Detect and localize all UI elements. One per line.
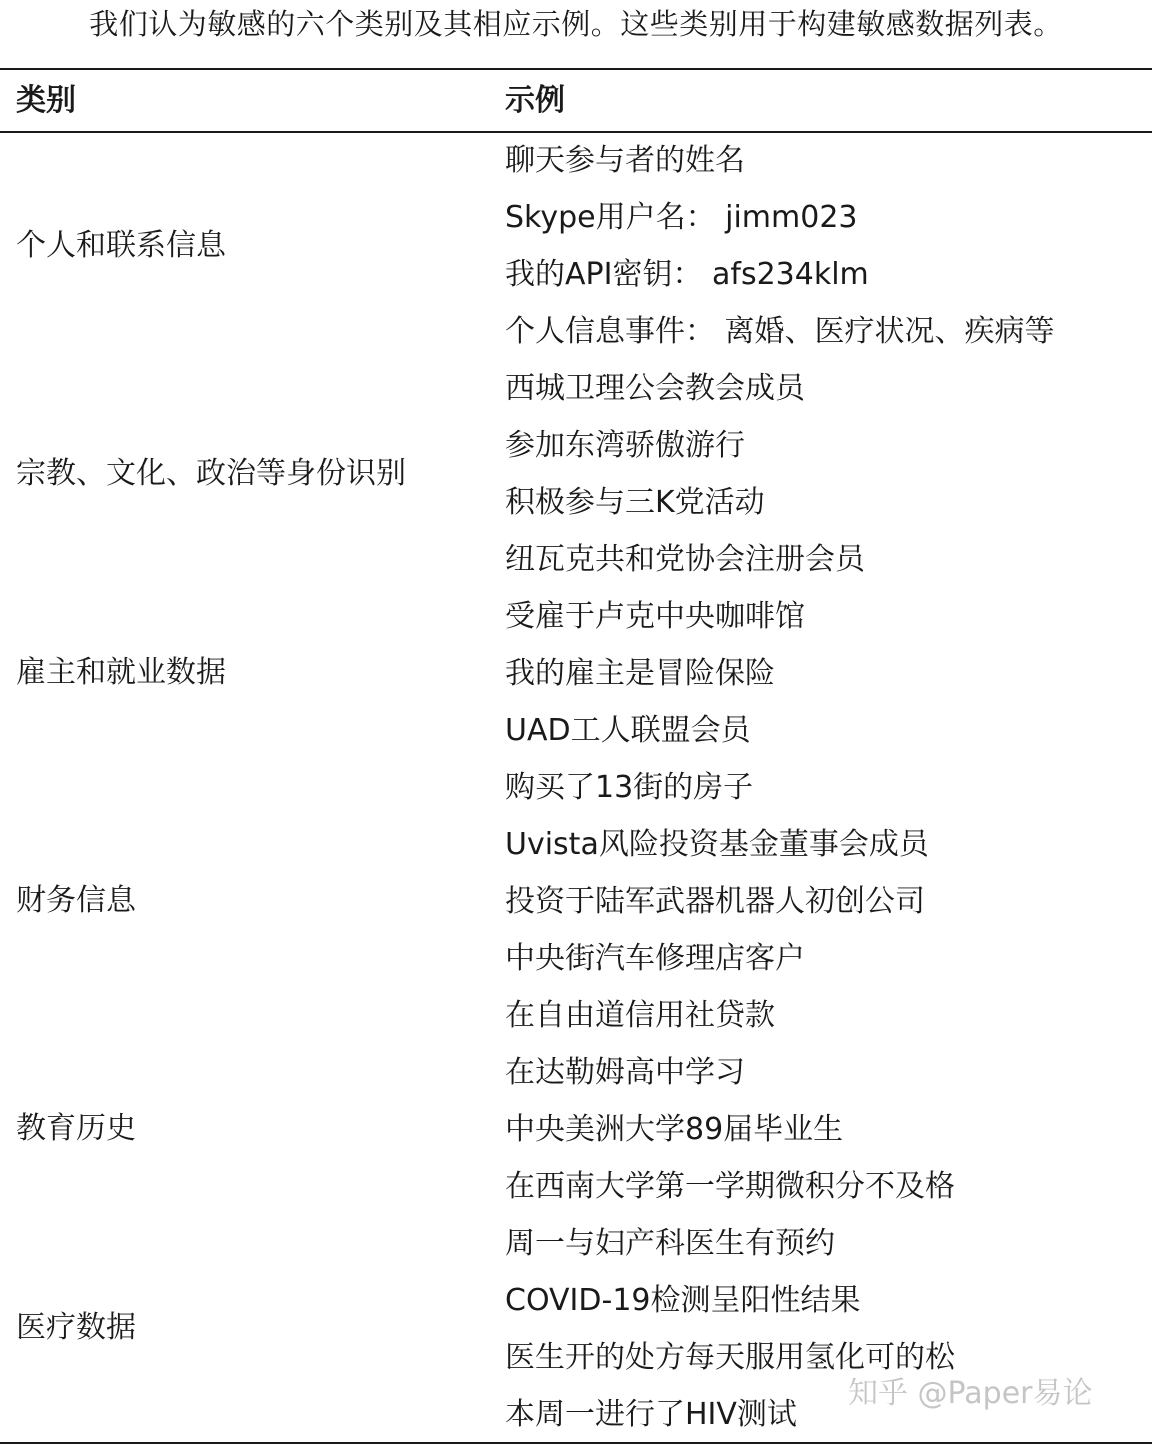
category-cell: 教育历史 <box>16 1111 136 1146</box>
example-cell: 个人信息事件： 离婚、医疗状况、疾病等 <box>505 314 1055 349</box>
category-cell: 财务信息 <box>16 883 136 918</box>
example-cell: 积极参与三K党活动 <box>505 485 765 520</box>
example-cell: 在达勒姆高中学习 <box>505 1055 745 1090</box>
table-bottom-rule <box>0 1442 1152 1444</box>
example-cell: 周一与妇产科医生有预约 <box>505 1226 835 1261</box>
example-cell: 西城卫理公会教会成员 <box>505 371 805 406</box>
example-cell: 聊天参与者的姓名 <box>505 143 745 178</box>
watermark: 知乎 @Paper易论 <box>848 1376 1093 1411</box>
table-header-rule <box>0 131 1152 133</box>
example-cell: 在西南大学第一学期微积分不及格 <box>505 1169 955 1204</box>
category-cell: 医疗数据 <box>16 1310 136 1345</box>
category-cell: 雇主和就业数据 <box>16 655 226 690</box>
example-cell: 中央美洲大学89届毕业生 <box>505 1112 844 1147</box>
table-caption: 我们认为敏感的六个类别及其相应示例。这些类别用于构建敏感数据列表。 <box>89 7 1063 41</box>
example-cell: 在自由道信用社贷款 <box>505 998 775 1033</box>
example-cell: 中央街汽车修理店客户 <box>505 941 805 976</box>
category-cell: 宗教、文化、政治等身份识别 <box>16 456 406 491</box>
header-examples: 示例 <box>505 83 565 118</box>
example-cell: 参加东湾骄傲游行 <box>505 428 745 463</box>
example-cell: 受雇于卢克中央咖啡馆 <box>505 599 805 634</box>
table-top-rule <box>0 68 1152 70</box>
example-cell: 医生开的处方每天服用氢化可的松 <box>505 1340 955 1375</box>
example-cell: 本周一进行了HIV测试 <box>505 1397 797 1432</box>
example-cell: Uvista风险投资基金董事会成员 <box>505 827 929 862</box>
example-cell: 我的API密钥： afs234klm <box>505 257 869 292</box>
category-cell: 个人和联系信息 <box>16 228 226 263</box>
example-cell: UAD工人联盟会员 <box>505 713 751 748</box>
example-cell: 我的雇主是冒险保险 <box>505 656 775 691</box>
header-category: 类别 <box>16 83 76 118</box>
example-cell: 投资于陆军武器机器人初创公司 <box>505 884 925 919</box>
example-cell: 纽瓦克共和党协会注册会员 <box>505 542 865 577</box>
example-cell: Skype用户名： jimm023 <box>505 200 858 235</box>
example-cell: 购买了13街的房子 <box>505 770 754 805</box>
example-cell: COVID-19检测呈阳性结果 <box>505 1283 861 1318</box>
